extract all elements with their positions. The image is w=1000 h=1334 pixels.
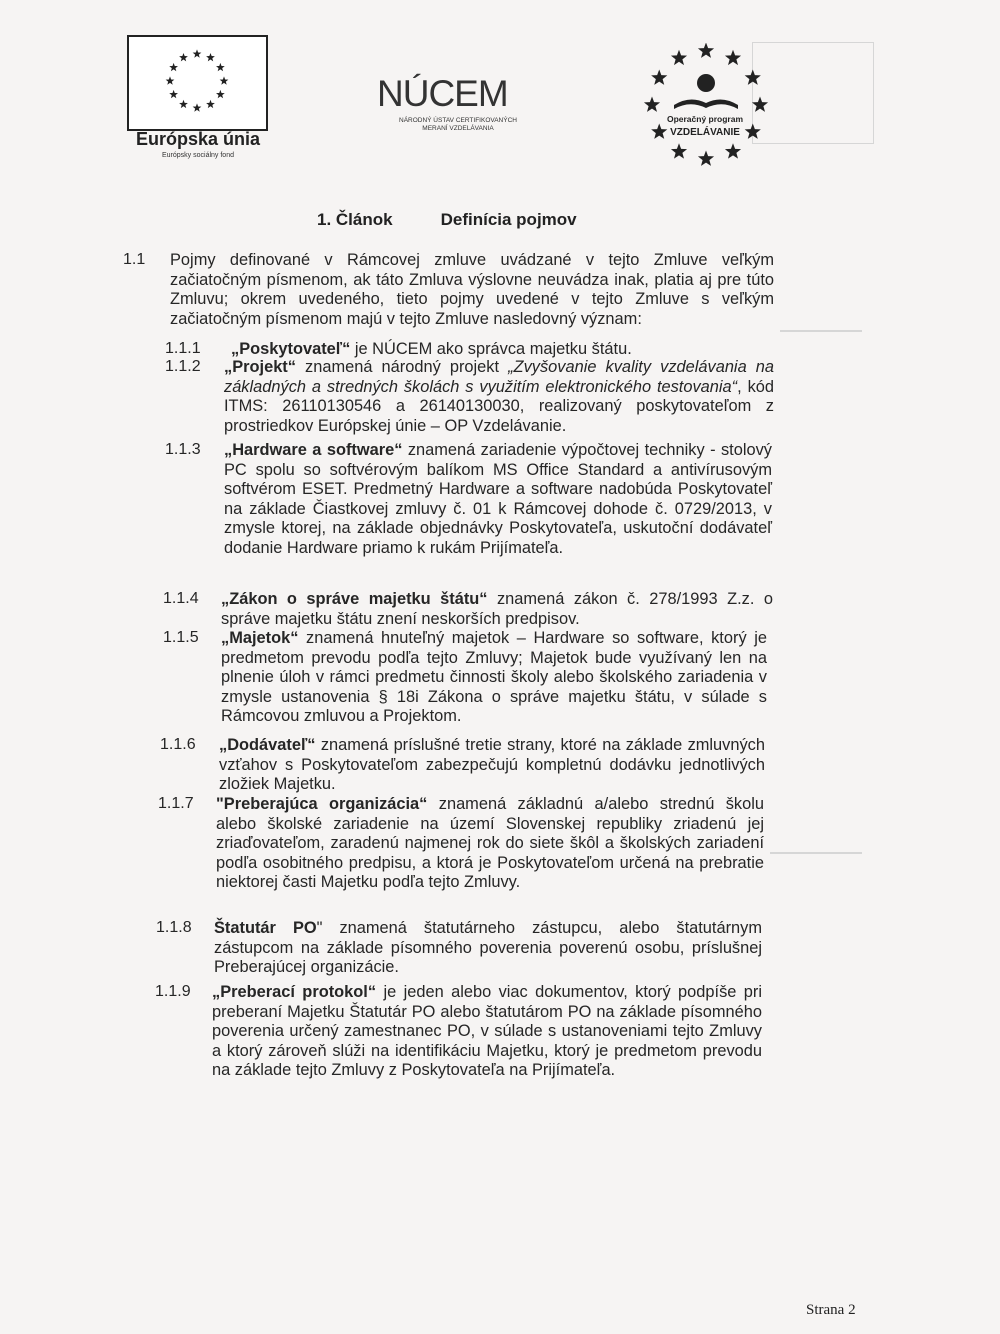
nucem-logo-subtitle bbox=[378, 117, 538, 133]
star-icon bbox=[169, 63, 178, 71]
star-icon bbox=[179, 53, 188, 61]
item-number: 1.1.1 bbox=[165, 340, 201, 357]
item-number: 1.1.3 bbox=[165, 441, 201, 458]
definition-term: „Preberací protokol“ bbox=[212, 983, 377, 1001]
item-number: 1.1.5 bbox=[163, 629, 199, 646]
item-number: 1.1.8 bbox=[156, 919, 192, 936]
definition-paragraph bbox=[214, 919, 762, 978]
definition-text: znamená základnú a/alebo strednú školu alebo školské zariadenie na území Slovenskej republiky zriadenú jej zriaďovateľom, zaradenú najmenej rok do siete škôl a školských zariadení podľa osobitného predpisu, a ktorá je Poskytovateľom určená na prebratie niektorej časti Majetku podľa tejto Zmluvy. bbox=[216, 795, 765, 892]
star-icon bbox=[166, 76, 175, 84]
eu-stars-icon bbox=[129, 37, 266, 129]
definition-text: je jeden alebo viac dokumentov, ktorý podpíše pri preberaní Majetku Štatutár PO alebo štatutárom PO na základe písomného poverenia určený zamestnanec PO, v súlade s ustanoveniami tejto Zmluvy a ktorý zároveň slúži na identifikáciu Majetku, ktorý je predmetom prevodu na základe tejto Zmluvy z Poskytovateľa na Prijímateľa. bbox=[212, 983, 762, 1080]
item-number: 1.1.9 bbox=[155, 983, 191, 1000]
definition-paragraph bbox=[221, 590, 773, 629]
definition-paragraph bbox=[231, 340, 771, 360]
project-name: „Zvyšovanie kvality vzdelávania na základných a stredných školách s využitím elektronického testovania“ bbox=[224, 358, 774, 396]
star-icon bbox=[651, 70, 667, 85]
star-icon bbox=[725, 143, 741, 158]
sun-icon bbox=[697, 74, 715, 92]
eu-flag-logo bbox=[127, 35, 268, 131]
definition-term: Štatutár PO bbox=[214, 919, 317, 937]
star-icon bbox=[206, 53, 215, 61]
star-icon bbox=[193, 103, 202, 111]
definition-text: znamená hnuteľný majetok – Hardware so software, ktorý je predmetom prevodu podľa tejto Zmluvy; Majetok bude využívaný len na plnenie úloh v rámci predmetu činnosti školy alebo školského zariadenia v zmysle ustanovenia § 18i Zákona o správe majetku štátu, v súlade s Rámcovou zmluvou a Projektom. bbox=[221, 629, 767, 726]
item-number: 1.1.4 bbox=[163, 590, 199, 607]
definition-text: znamená príslušné tretie strany, ktoré na základe zmluvných vzťahov s Poskytovateľom zabezpečujú kompletnú dodávku jednotlivých zložiek Majetku. bbox=[219, 736, 765, 794]
nucem-subtitle-line-2: MERANÍ VZDELÁVANIA bbox=[422, 125, 494, 132]
star-icon bbox=[698, 43, 714, 58]
eu-logo-name: Európska únia bbox=[135, 129, 261, 149]
definition-term: „Projekt“ bbox=[224, 358, 296, 376]
star-icon bbox=[752, 97, 768, 112]
definition-text: znamená národný projekt bbox=[295, 358, 509, 376]
star-icon bbox=[698, 151, 714, 166]
definition-paragraph bbox=[216, 795, 764, 893]
star-icon bbox=[216, 90, 225, 98]
definition-text: Pojmy definované v Rámcovej zmluve uvádzané v tejto Zmluve veľkým začiatočným písmenom, ak táto Zmluva výslovne neuvádza inak, platia aj pre túto Zmluvu; okrem uvedeného, tieto pojmy uvedené v tejto Zmluve s veľkým začiatočným písmenom majú v tejto Zmluve nasledovný význam: bbox=[170, 251, 774, 328]
star-icon bbox=[671, 143, 687, 158]
star-icon bbox=[220, 76, 229, 84]
item-number: 1.1.2 bbox=[165, 358, 201, 375]
definition-term: „Poskytovateľ“ bbox=[231, 340, 351, 358]
definition-paragraph bbox=[219, 736, 765, 795]
page-number: Strana 2 bbox=[806, 1302, 856, 1318]
star-icon bbox=[206, 100, 215, 108]
definition-paragraph bbox=[224, 358, 774, 436]
bleed-through-divider bbox=[780, 330, 862, 332]
definition-text: znamená zariadenie výpočtovej techniky - stolový PC spolu so softvérovým balíkom MS Office Standard a antivírusovým softvérom ESET. Predmetný Hardware a software nadobúda Poskytovateľ na základe Čiastkovej zmluvy č. 01 k Rámcovej dohode č. 0729/2013, v zmysle ktorej, na základe objednávky Poskytovateľa, uskutoční dodávateľ dodanie Hardware priamo k rukám Prijímateľa. bbox=[224, 441, 772, 557]
nucem-subtitle-line-1: NÁRODNÝ ÚSTAV CERTIFIKOVANÝCH bbox=[399, 117, 517, 124]
definition-term: „Hardware a software“ bbox=[224, 441, 403, 459]
definition-term: „Majetok“ bbox=[221, 629, 299, 647]
article-title: Definícia pojmov bbox=[440, 210, 577, 229]
definition-text-tail: , kód ITMS: 26110130546 a 26140130030, realizovaný poskytovateľom z prostriedkov Európskej únie – OP Vzdelávanie. bbox=[224, 377, 774, 435]
article-heading bbox=[317, 210, 577, 230]
article-number: 1. Článok bbox=[317, 210, 393, 229]
eu-logo-subtitle: Európsky sociálny fond bbox=[162, 152, 234, 159]
star-icon bbox=[179, 100, 188, 108]
definition-term: „Dodávateľ“ bbox=[219, 736, 316, 754]
definition-paragraph bbox=[212, 983, 762, 1081]
definition-text: je NÚCEM ako správca majetku štátu. bbox=[350, 340, 632, 358]
op-logo-line-1: Operačný program bbox=[666, 114, 744, 124]
item-number: 1.1 bbox=[123, 251, 146, 268]
definition-text: znamená zákon č. 278/1993 Z.z. o správe majetku štátu znení neskorších predpisov. bbox=[221, 590, 773, 628]
op-vzdelavanie-logo bbox=[640, 43, 772, 173]
open-book-icon bbox=[674, 99, 738, 109]
star-icon bbox=[745, 70, 761, 85]
definition-term: "Preberajúca organizácia“ bbox=[216, 795, 428, 813]
star-icon bbox=[745, 124, 761, 139]
definition-paragraph bbox=[224, 441, 772, 559]
star-icon bbox=[169, 90, 178, 98]
bleed-through-divider bbox=[770, 852, 862, 854]
item-number: 1.1.7 bbox=[158, 795, 194, 812]
op-logo-line-2: VZDELÁVANIE bbox=[670, 127, 740, 138]
nucem-logo: NÚCEM bbox=[377, 73, 508, 114]
star-icon bbox=[193, 49, 202, 57]
star-icon bbox=[216, 63, 225, 71]
star-icon bbox=[644, 97, 660, 112]
definition-paragraph bbox=[221, 629, 767, 727]
item-number: 1.1.6 bbox=[160, 736, 196, 753]
definition-text: " znamená štatutárneho zástupcu, alebo štatutárnym zástupcom na základe písomného poverenia poverenú osobu, príslušnej Preberajúcej organizácie. bbox=[214, 919, 762, 977]
definition-paragraph bbox=[170, 251, 774, 329]
star-icon bbox=[671, 50, 687, 65]
definition-term: „Zákon o správe majetku štátu“ bbox=[221, 590, 488, 608]
star-icon bbox=[725, 50, 741, 65]
